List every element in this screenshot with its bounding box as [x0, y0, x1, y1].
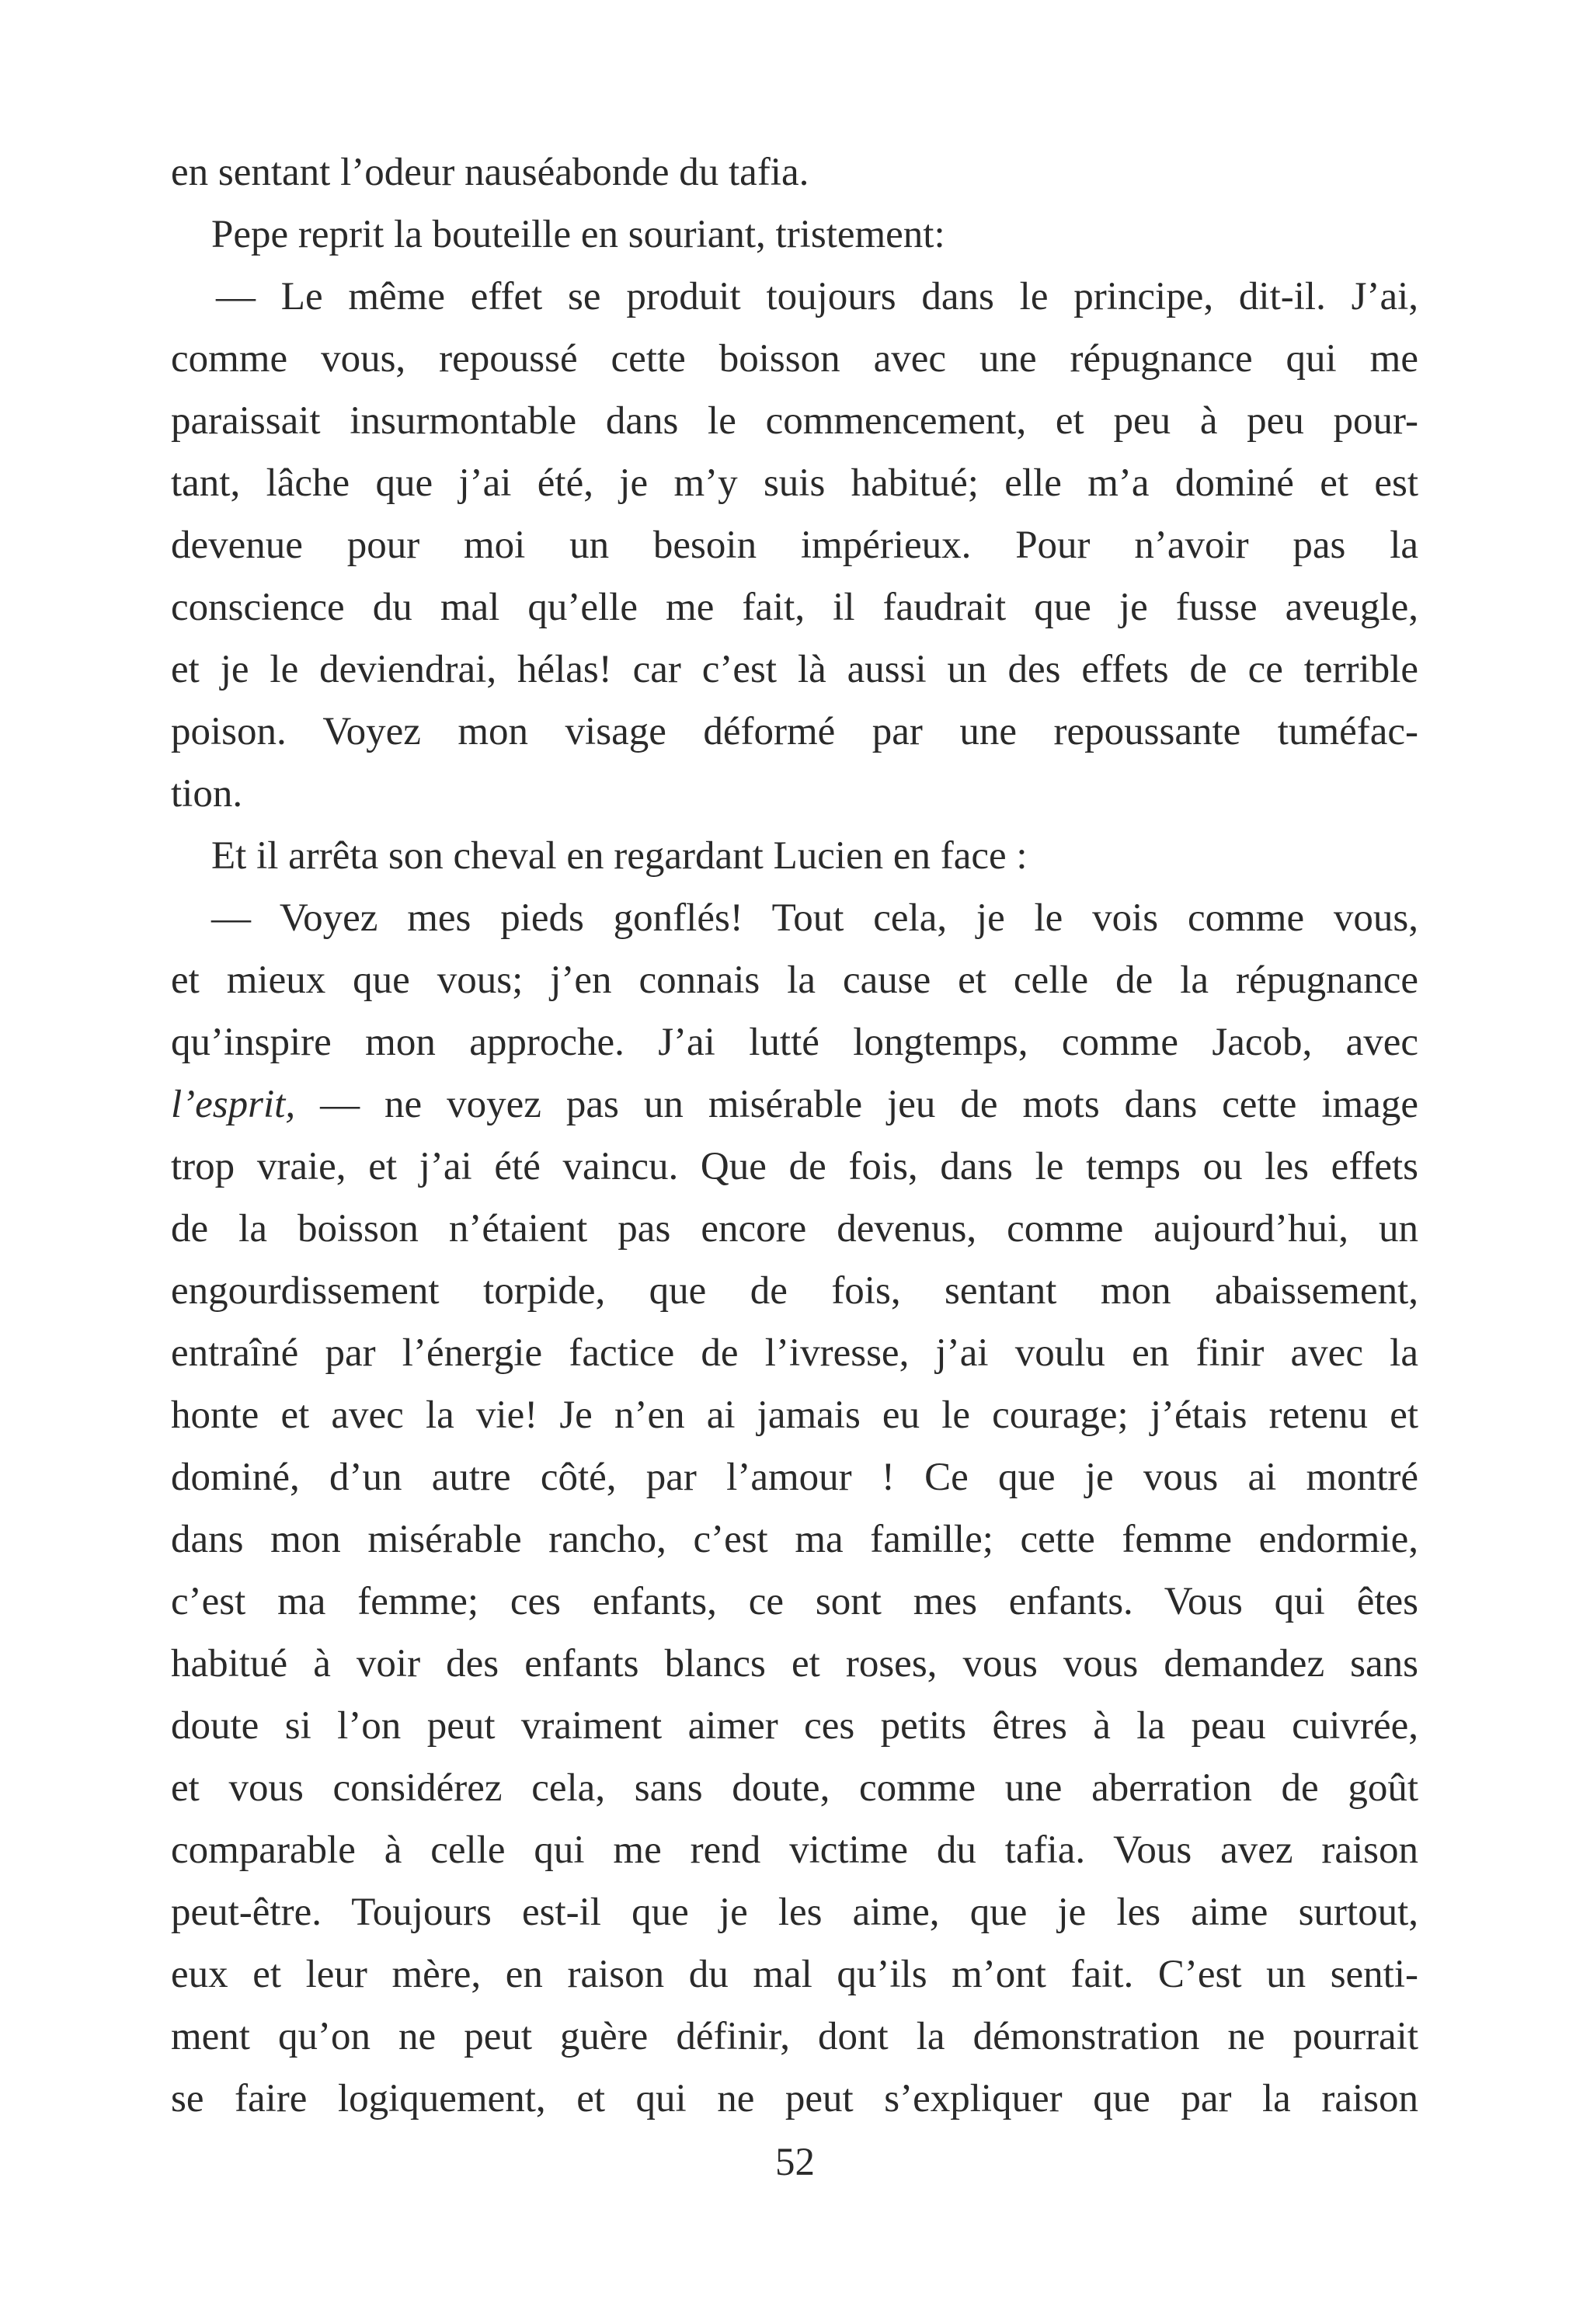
text-line: Pepe reprit la bouteille en souriant, tristement:: [211, 213, 945, 256]
text-line: dominé, d’un autre côté, par l’amour ! Ce que je vous ai montré: [171, 1456, 1418, 1499]
text-line: c’est ma femme; ces enfants, ce sont mes enfants. Vous qui êtes: [171, 1580, 1418, 1623]
text-line-rest: — ne voyez pas un misérable jeu de mots dans cette image: [320, 1083, 1418, 1126]
body-text: [171, 141, 1418, 2130]
text-line: poison. Voyez mon visage déformé par une repoussante tuméfac-: [171, 710, 1418, 753]
text-line: dans mon misérable rancho, c’est ma famille; cette femme endormie,: [171, 1518, 1418, 1561]
text-line: Et il arrêta son cheval en regardant Lucien en face :: [211, 834, 1028, 878]
text-line: engourdissement torpide, que de fois, sentant mon abaissement,: [171, 1269, 1418, 1313]
text-line: qu’inspire mon approche. J’ai lutté longtemps, comme Jacob, avec: [171, 1021, 1418, 1064]
text-line: devenue pour moi un besoin impérieux. Pour n’avoir pas la: [171, 524, 1418, 567]
text-line: ment qu’on ne peut guère définir, dont la démonstration ne pourrait: [171, 2015, 1418, 2058]
text-line: honte et avec la vie! Je n’en ai jamais eu le courage; j’étais retenu et: [171, 1393, 1418, 1437]
text-line: — Voyez mes pieds gonflés! Tout cela, je le vois comme vous,: [211, 896, 1418, 940]
page-number: 52: [775, 2141, 815, 2184]
text-line: comme vous, repoussé cette boisson avec une répugnance qui me: [171, 337, 1418, 381]
text-line: tant, lâche que j’ai été, je m’y suis habitué; elle m’a dominé et est: [171, 461, 1418, 505]
italic-word: l’esprit,: [171, 1083, 296, 1126]
text-line: doute si l’on peut vraiment aimer ces petits êtres à la peau cuivrée,: [171, 1704, 1418, 1748]
text-line: comparable à celle qui me rend victime du tafia. Vous avez raison: [171, 1828, 1418, 1872]
text-line: de la boisson n’étaient pas encore devenus, comme aujourd’hui, un: [171, 1207, 1418, 1251]
text-line: paraissait insurmontable dans le commencement, et peu à peu pour-: [171, 399, 1418, 443]
text-line: et vous considérez cela, sans doute, comme une aberration de goût: [171, 1766, 1418, 1810]
text-line: peut-être. Toujours est-il que je les aime, que je les aime surtout,: [171, 1891, 1418, 1934]
text-line-with-italic: [171, 1073, 1418, 1136]
text-line: se faire logiquement, et qui ne peut s’expliquer que par la raison: [171, 2077, 1418, 2120]
text-line: habitué à voir des enfants blancs et roses, vous vous demandez sans: [171, 1642, 1418, 1686]
text-line: et mieux que vous; j’en connais la cause et celle de la répugnance: [171, 958, 1418, 1002]
text-line: eux et leur mère, en raison du mal qu’ils m’ont fait. C’est un senti-: [171, 1953, 1418, 1996]
text-line: conscience du mal qu’elle me fait, il faudrait que je fusse aveugle,: [171, 586, 1418, 629]
text-line: trop vraie, et j’ai été vaincu. Que de fois, dans le temps ou les effets: [171, 1145, 1418, 1188]
text-line: — Le même effet se produit toujours dans le principe, dit-il. J’ai,: [216, 275, 1418, 318]
text-line: entraîné par l’énergie factice de l’ivresse, j’ai voulu en finir avec la: [171, 1331, 1418, 1375]
text-line: en sentant l’odeur nauséabonde du tafia.: [171, 151, 809, 194]
text-line: et je le deviendrai, hélas! car c’est là aussi un des effets de ce terrible: [171, 648, 1418, 691]
text-line: tion.: [171, 772, 243, 816]
